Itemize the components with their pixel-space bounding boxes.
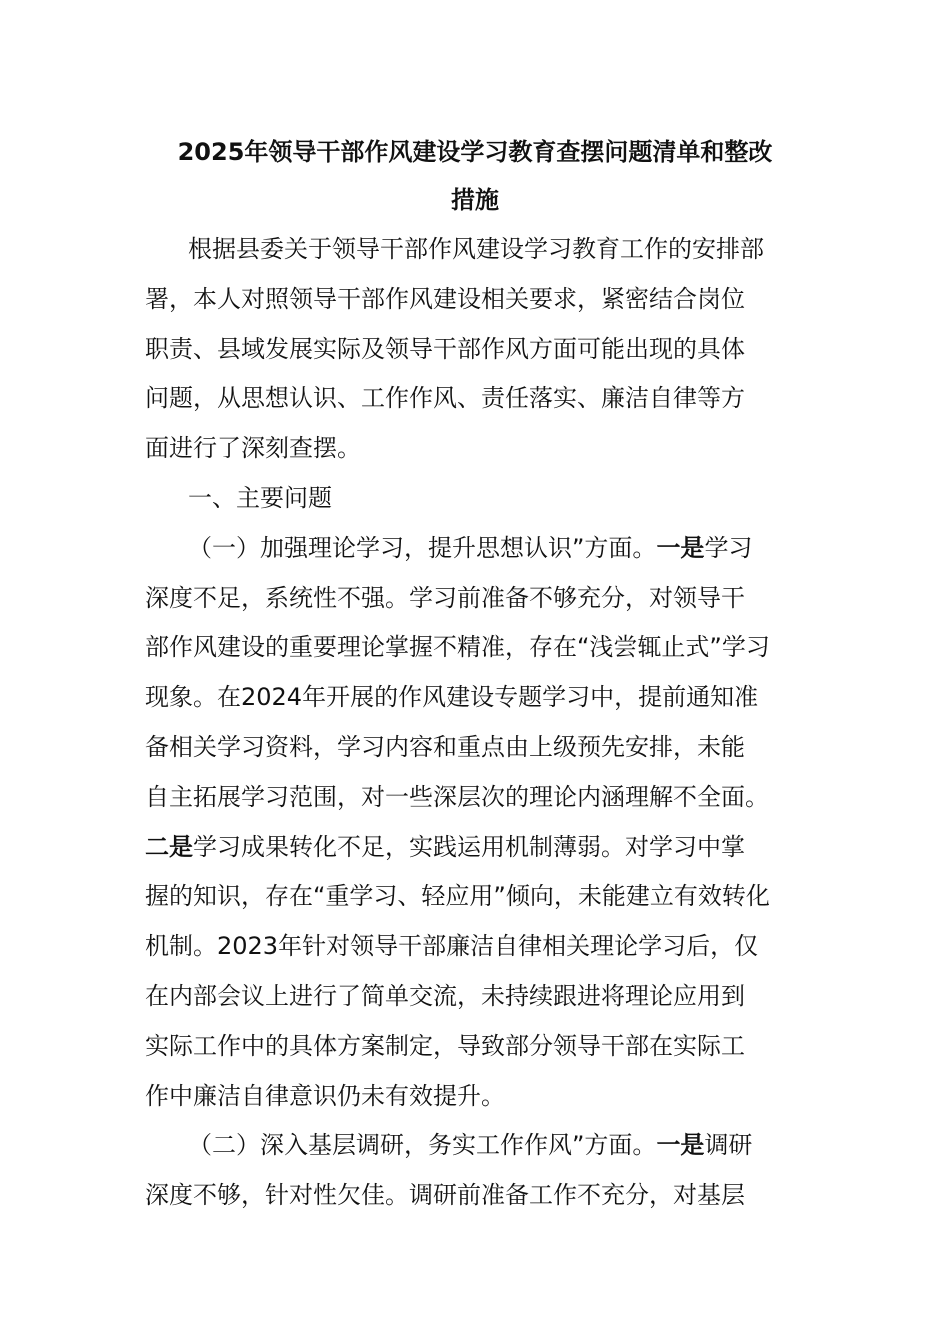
text-line: 问题，从思想认识、工作作风、责任落实、廉洁自律等方 (145, 384, 745, 413)
title-line-2: 措施 (451, 186, 499, 214)
emphasis: 二是 (145, 832, 193, 861)
text-line: 面进行了深刻查摆。 (145, 434, 361, 463)
text-line: 深度不够，针对性欠佳。调研前准备工作不充分，对基层 (145, 1181, 745, 1210)
emphasis: 一是 (656, 533, 705, 562)
section-heading: 一、主要问题 (188, 483, 332, 512)
text-line: 深度不足，系统性不强。学习前准备不够充分，对领导干 (145, 583, 745, 612)
text-line: 自主拓展学习范围，对一些深层次的理论内涵理解不全面。 (145, 782, 769, 811)
document-body (145, 225, 809, 1221)
emphasis: 一是 (656, 1131, 705, 1160)
title-line-1: 2025年领导干部作风建设学习教育查摆问题清单和整改 (177, 138, 773, 166)
text-line: 机制。2023年针对领导干部廉洁自律相关理论学习后，仅 (145, 932, 759, 961)
subsection-line: （一）加强理论学习，提升思想认识”方面。一是学习 (188, 533, 753, 562)
text-line: 根据县委关于领导干部作风建设学习教育工作的安排部 (188, 235, 764, 263)
text-line: 备相关学习资料，学习内容和重点由上级预先安排，未能 (145, 732, 745, 761)
text-line: 署，本人对照领导干部作风建设相关要求，紧密结合岗位 (145, 284, 745, 313)
text-line: 作中廉洁自律意识仍未有效提升。 (145, 1081, 505, 1110)
subsection-line: （二）深入基层调研，务实工作作风”方面。一是调研 (188, 1131, 753, 1160)
text-line: 部作风建设的重要理论掌握不精准，存在“浅尝辄止式”学习 (145, 633, 770, 662)
text-line: 现象。在2024年开展的作风建设专题学习中，提前通知准 (145, 683, 759, 712)
text-line: 二是学习成果转化不足，实践运用机制薄弱。对学习中掌 (145, 832, 745, 861)
text-line: 握的知识，存在“重学习、轻应用”倾向，未能建立有效转化 (145, 882, 770, 911)
text-line: 在内部会议上进行了简单交流，未持续跟进将理论应用到 (145, 981, 745, 1010)
document-title (145, 128, 805, 224)
text-line: 职责、县域发展实际及领导干部作风方面可能出现的具体 (145, 334, 745, 363)
text-line: 实际工作中的具体方案制定，导致部分领导干部在实际工 (145, 1031, 745, 1060)
